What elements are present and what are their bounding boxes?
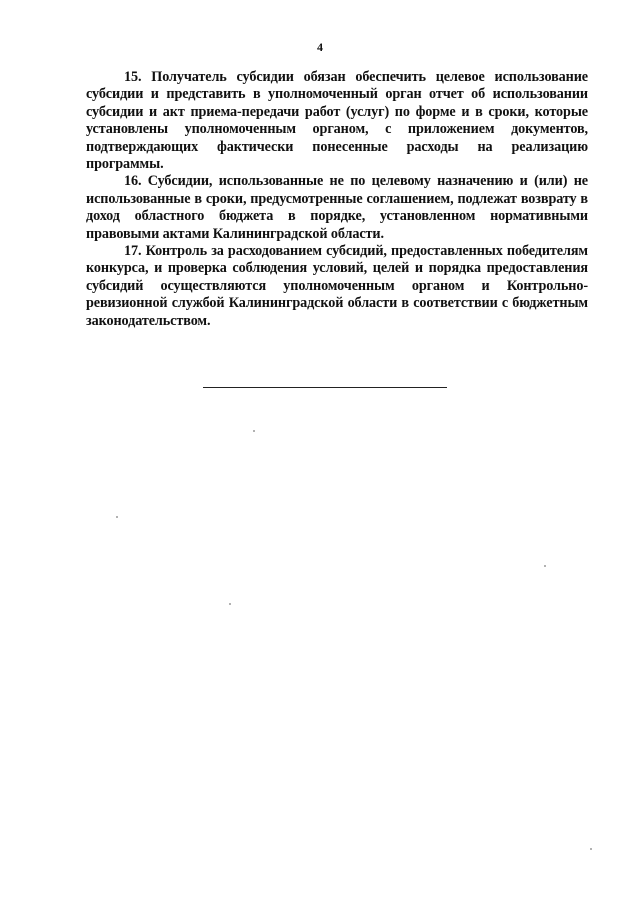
paragraph-15: 15. Получатель субсидии обязан обеспечить целевое использование субсидии и представить в уполномоченный орган отчет об использовании субсидии и акт приема-передачи работ (услуг) по форме и в сроки, которые установлены уполномоченным органом, с приложением документов, подтверждающих фактически понесенные расходы на реализацию программы. [86, 69, 588, 173]
scan-speck [229, 603, 231, 605]
end-of-text-rule [203, 387, 447, 388]
scan-speck [544, 565, 546, 567]
document-body [86, 69, 588, 330]
paragraph-16: 16. Субсидии, использованные не по целевому назначению и (или) не использованные в сроки, предусмотренные соглашением, подлежат возврату в доход областного бюджета в порядке, установленном нормативными правовыми актами Калининградской области. [86, 173, 588, 242]
scan-speck [590, 848, 592, 850]
paragraph-17: 17. Контроль за расходованием субсидий, предоставленных победителям конкурса, и проверка соблюдения условий, целей и порядка предоставления субсидий осуществляются уполномоченным органом и Контрольно-ревизионной службой Калининградской области в соответствии с бюджетным законодательством. [86, 243, 588, 329]
page-number: 4 [317, 40, 323, 54]
scan-speck [116, 516, 118, 518]
scan-speck [253, 430, 255, 432]
